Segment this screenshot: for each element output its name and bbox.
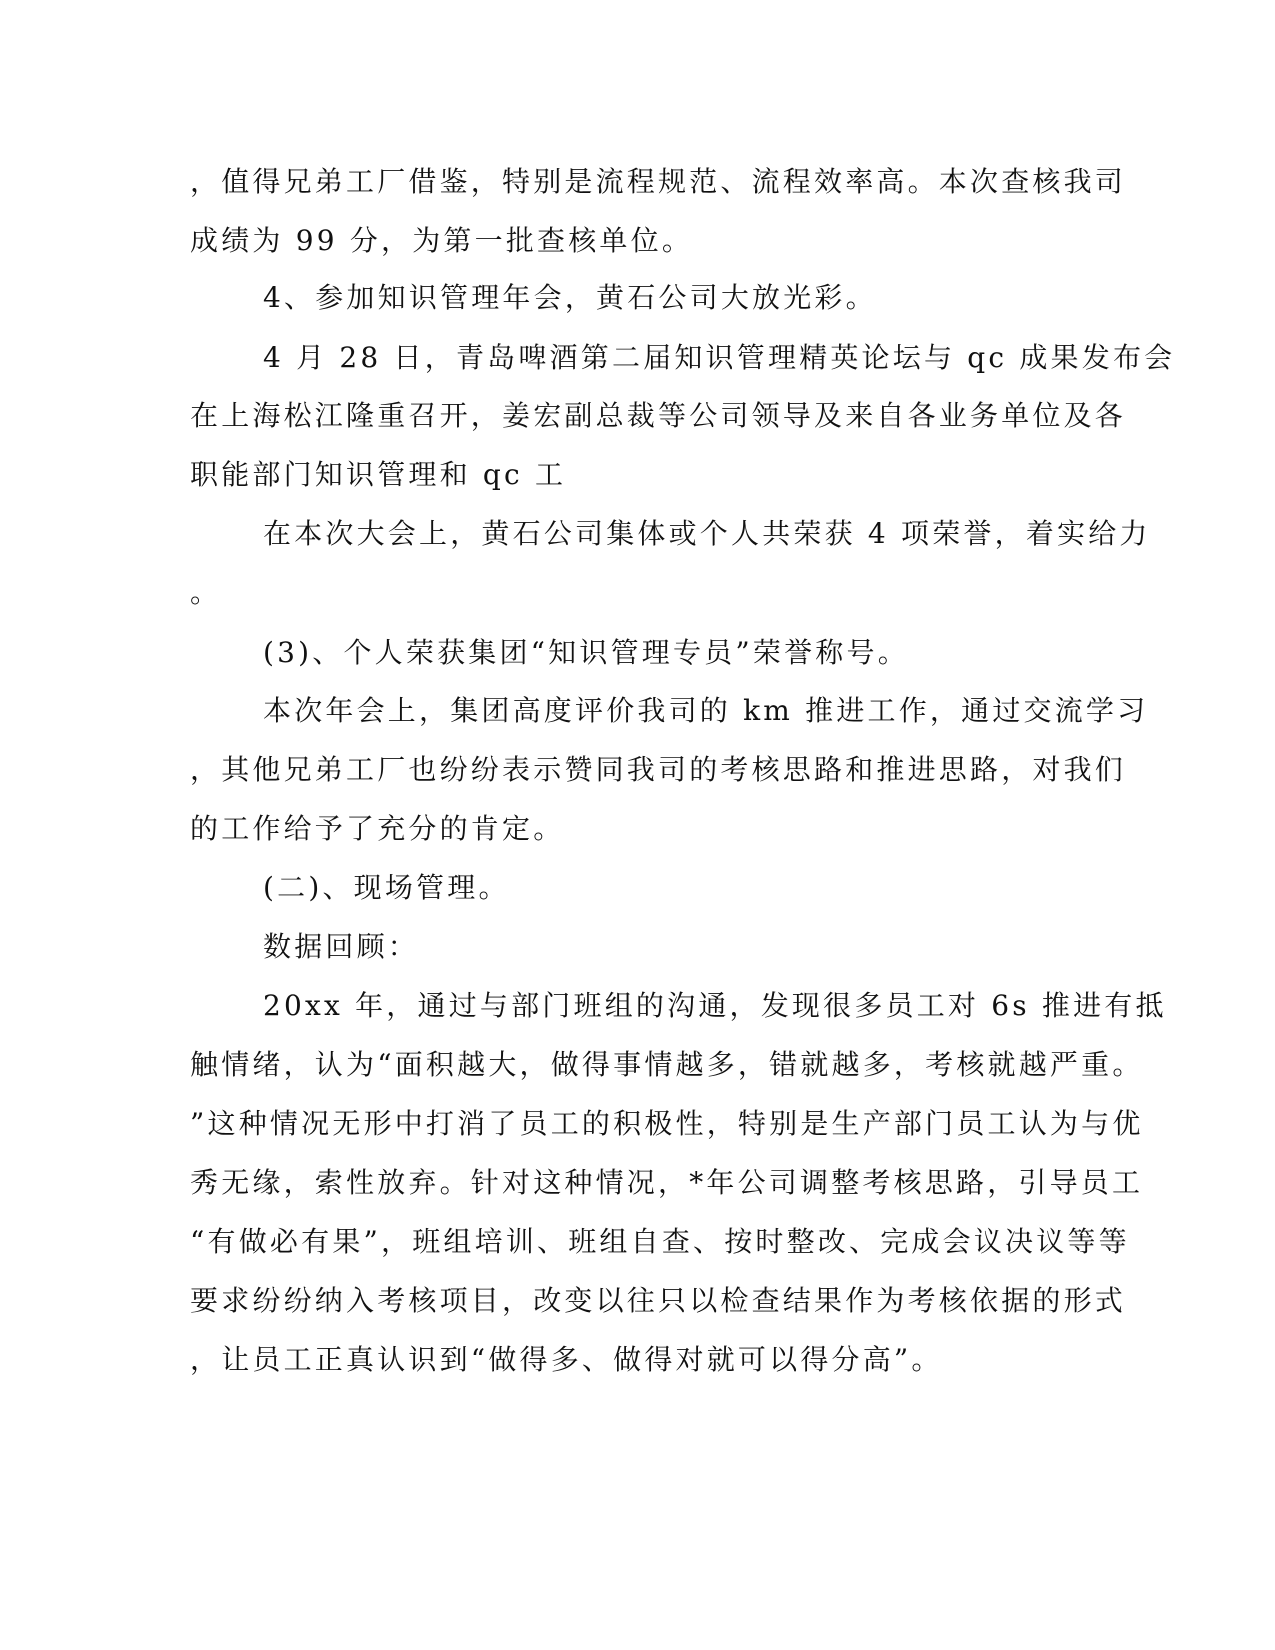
paragraph-line: 的工作给予了充分的肯定。 — [190, 812, 565, 845]
paragraph-line: “有做必有果”，班组培训、班组自查、按时整改、完成会议决议等等 — [190, 1225, 1130, 1258]
paragraph-line: 在本次大会上，黄石公司集体或个人共荣获 4 项荣誉，着实给力 — [263, 517, 1151, 550]
paragraph-line: 4 月 28 日，青岛啤酒第二届知识管理精英论坛与 qc 成果发布会 — [263, 341, 1176, 374]
paragraph-line: ，让员工正真认识到“做得多、做得对就可以得分高”。 — [190, 1343, 943, 1376]
paragraph-line: ”这种情况无形中打消了员工的积极性，特别是生产部门员工认为与优 — [190, 1107, 1144, 1140]
paragraph-line: 成绩为 99 分，为第一批查核单位。 — [190, 224, 694, 257]
paragraph-line: 。 — [190, 576, 222, 609]
section-heading: 4、参加知识管理年会，黄石公司大放光彩。 — [263, 281, 877, 314]
section-heading: (3)、个人荣获集团“知识管理专员”荣誉称号。 — [263, 636, 909, 669]
paragraph-line: 在上海松江隆重召开，姜宏副总裁等公司领导及来自各业务单位及各 — [190, 399, 1127, 432]
paragraph-line: ，值得兄弟工厂借鉴，特别是流程规范、流程效率高。本次查核我司 — [190, 165, 1127, 198]
paragraph-line: 职能部门知识管理和 qc 工 — [190, 458, 567, 491]
paragraph-line: 要求纷纷纳入考核项目，改变以往只以检查结果作为考核依据的形式 — [190, 1284, 1127, 1317]
section-heading: (二)、现场管理。 — [263, 871, 510, 904]
paragraph-line: 秀无缘，索性放弃。针对这种情况，*年公司调整考核思路，引导员工 — [190, 1166, 1144, 1199]
paragraph-line: 20xx 年，通过与部门班组的沟通，发现很多员工对 6s 推进有抵 — [263, 989, 1167, 1022]
paragraph-line: 触情绪，认为“面积越大，做得事情越多，错就越多，考核就越严重。 — [190, 1048, 1144, 1081]
paragraph-line: 本次年会上，集团高度评价我司的 km 推进工作，通过交流学习 — [263, 694, 1149, 727]
paragraph-line: ，其他兄弟工厂也纷纷表示赞同我司的考核思路和推进思路，对我们 — [190, 753, 1127, 786]
paragraph-line: 数据回顾： — [263, 930, 420, 963]
